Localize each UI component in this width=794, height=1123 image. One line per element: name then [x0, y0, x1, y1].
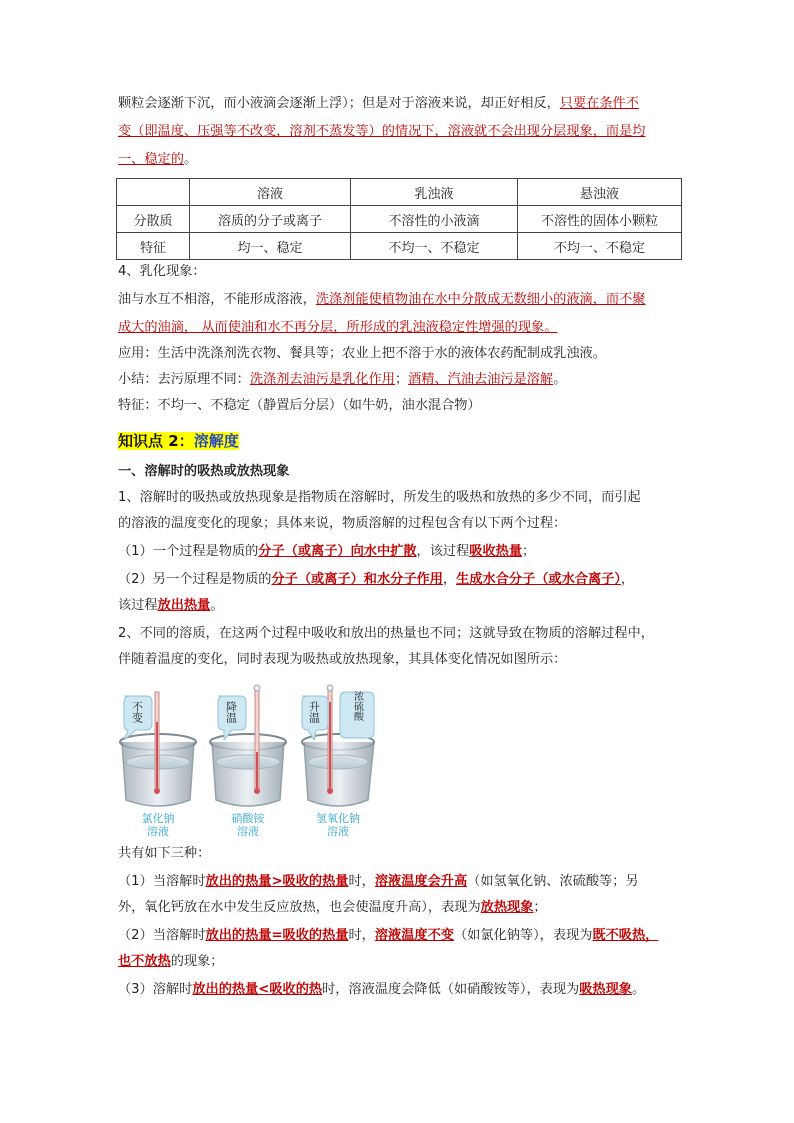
para-line: 伴随着温度的变化，同时表现为吸热或放热现象，其具体变化情况如图所示： [118, 652, 567, 667]
key-term: 吸收热量 [469, 544, 523, 559]
text: ， [620, 572, 635, 587]
key-term: 分子（或离子）和水分子作用 [271, 572, 443, 587]
comparison-table [116, 178, 682, 260]
key-term: 分子（或离子）向水中扩散 [258, 544, 417, 559]
key-term: 溶液温度会升高 [374, 874, 468, 889]
para-line [118, 94, 639, 114]
text: 该过程 [118, 598, 158, 613]
text: 。 [553, 372, 567, 387]
section-heading: 一、溶解时的吸热或放热现象 [118, 464, 290, 479]
text: 外，氧化钙放在水中发生反应放热，也会使温度升高），表现为 [118, 900, 481, 915]
text: 时， [348, 928, 375, 943]
text: 小结：去污原理不同： [118, 372, 250, 387]
tag-label: 升温 [307, 701, 321, 723]
para-line: 共有如下三种： [118, 846, 211, 861]
text: （2）当溶解时 [118, 928, 206, 943]
table-cell: 不溶性的固体小颗粒 [518, 206, 682, 233]
key-term: 放出热量 [157, 598, 211, 613]
feature-line: 特征：不均一、不稳定（静置后分层）（如牛奶，油水混合物） [118, 398, 481, 413]
underlined-text: 只要在条件不 [559, 96, 639, 111]
para-line [118, 150, 197, 170]
text: 油与水互不相溶，不能形成溶液， [118, 292, 316, 307]
text: 时，溶液温度会降低（如硝酸铵等），表现为 [322, 982, 580, 997]
para-line [118, 542, 535, 562]
tag-label: 降温 [224, 701, 238, 723]
table-cell: 乳浊液 [351, 179, 518, 206]
para-line [118, 872, 639, 892]
text: 。 [631, 982, 646, 997]
application-line: 应用：生活中洗涤剂洗衣物、餐具等；农业上把不溶于水的液体农药配制成乳浊液。 [118, 346, 606, 361]
text: ，该过程 [416, 544, 470, 559]
subsection-title: 4、乳化现象： [118, 264, 206, 279]
para-line [118, 952, 224, 972]
text: 的现象； [170, 954, 224, 969]
summary-line [118, 370, 566, 390]
knowledge-point-heading [118, 430, 239, 454]
text: （如氯化钠等），表现为 [453, 928, 593, 943]
caption-line2: 溶液 [237, 825, 259, 838]
caption-line1: 氢氧化钠 [316, 812, 360, 825]
key-term: 也不放热 [118, 954, 171, 969]
key-term: 放出的热量>吸收的热量 [205, 874, 349, 889]
para-line [118, 570, 634, 590]
key-term: 生成水合分子（或水合离子） [456, 572, 621, 587]
tag-label: 浓硫酸 [351, 691, 363, 721]
table-cell: 悬浊液 [518, 179, 682, 206]
caption-line2: 溶液 [147, 825, 169, 838]
underlined-text: 洗涤剂去油污是乳化作用 [249, 372, 395, 387]
text: （1）当溶解时 [118, 874, 206, 889]
key-term: 放热现象 [480, 900, 534, 915]
para-line [118, 290, 646, 310]
underlined-text: 洗涤剂能使植物油在水中分散成无数细小的液滴，而不聚 [315, 292, 646, 307]
text: （2）另一个过程是物质的 [118, 572, 272, 587]
tag-label: 不变 [130, 701, 144, 723]
key-term: 放出的热量<吸收的热 [192, 982, 323, 997]
text: 2 [168, 432, 179, 450]
table-cell: 不均一、不稳定 [351, 233, 518, 260]
table-header-row [117, 179, 682, 206]
text: ； [394, 372, 409, 387]
text: 知识点 [118, 432, 169, 450]
table-row [117, 233, 682, 260]
key-term: 溶液温度不变 [374, 928, 454, 943]
para-line: 2、不同的溶质，在这两个过程中吸收和放出的热量也不同；这就导致在物质的溶解过程中， [118, 626, 654, 641]
table-cell: 溶液 [190, 179, 351, 206]
underlined-text: 酒精、汽油去油污是溶解 [408, 372, 554, 387]
text: 溶解度 [193, 432, 239, 450]
text: ， [442, 572, 457, 587]
para-line [118, 318, 557, 338]
caption-line1: 氯化钠 [141, 812, 175, 825]
text: ： [178, 432, 194, 450]
key-term: 吸热现象 [579, 982, 632, 997]
text: 。 [210, 598, 224, 613]
table-cell: 分散质 [117, 206, 190, 233]
text: （3）溶解时 [118, 982, 193, 997]
para-line [118, 898, 547, 918]
caption-line1: 硝酸铵 [231, 812, 265, 825]
key-term: 放出的热量=吸收的热量 [205, 928, 349, 943]
underlined-text: 变（即温度、压强等不改变，溶剂不蒸发等）的情况下，溶液就不会出现分层现象，而是均 [118, 124, 646, 139]
table-cell: 不均一、不稳定 [518, 233, 682, 260]
key-term: 既不吸热， [592, 928, 659, 943]
para-line [118, 122, 646, 142]
para-line [118, 980, 645, 1000]
caption-line2: 溶液 [327, 825, 349, 838]
beaker-figure [118, 682, 378, 838]
underlined-text: 成大的油滴， 从而使油和水不再分层，所形成的乳浊液稳定性增强的现象。 [118, 320, 558, 335]
table-row [117, 206, 682, 233]
highlighted-heading [118, 432, 239, 450]
para-line [118, 926, 658, 946]
table-cell [117, 179, 190, 206]
table-cell: 特征 [117, 233, 190, 260]
table-cell: 溶质的分子或离子 [190, 206, 351, 233]
table-cell: 均一、稳定 [190, 233, 351, 260]
text: ； [533, 900, 547, 915]
text: 颗粒会逐渐下沉，而小液滴会逐渐上浮）；但是对于溶液来说，却正好相反， [118, 96, 560, 111]
underlined-text: 一、稳定的 [118, 152, 184, 167]
text: （1）一个过程是物质的 [118, 544, 259, 559]
text: （如氢氧化钠、浓硫酸等；另 [467, 874, 639, 889]
para-line: 1、溶解时的吸热或放热现象是指物质在溶解时，所发生的吸热和放热的多少不同，而引起 [118, 490, 641, 505]
text: 。 [183, 152, 198, 167]
para-line: 的溶液的温度变化的现象；具体来说，物质溶解的过程包含有以下两个过程： [118, 516, 567, 531]
text: 时， [348, 874, 375, 889]
table-cell: 不溶性的小液滴 [351, 206, 518, 233]
para-line [118, 596, 224, 616]
text: ； [522, 544, 536, 559]
